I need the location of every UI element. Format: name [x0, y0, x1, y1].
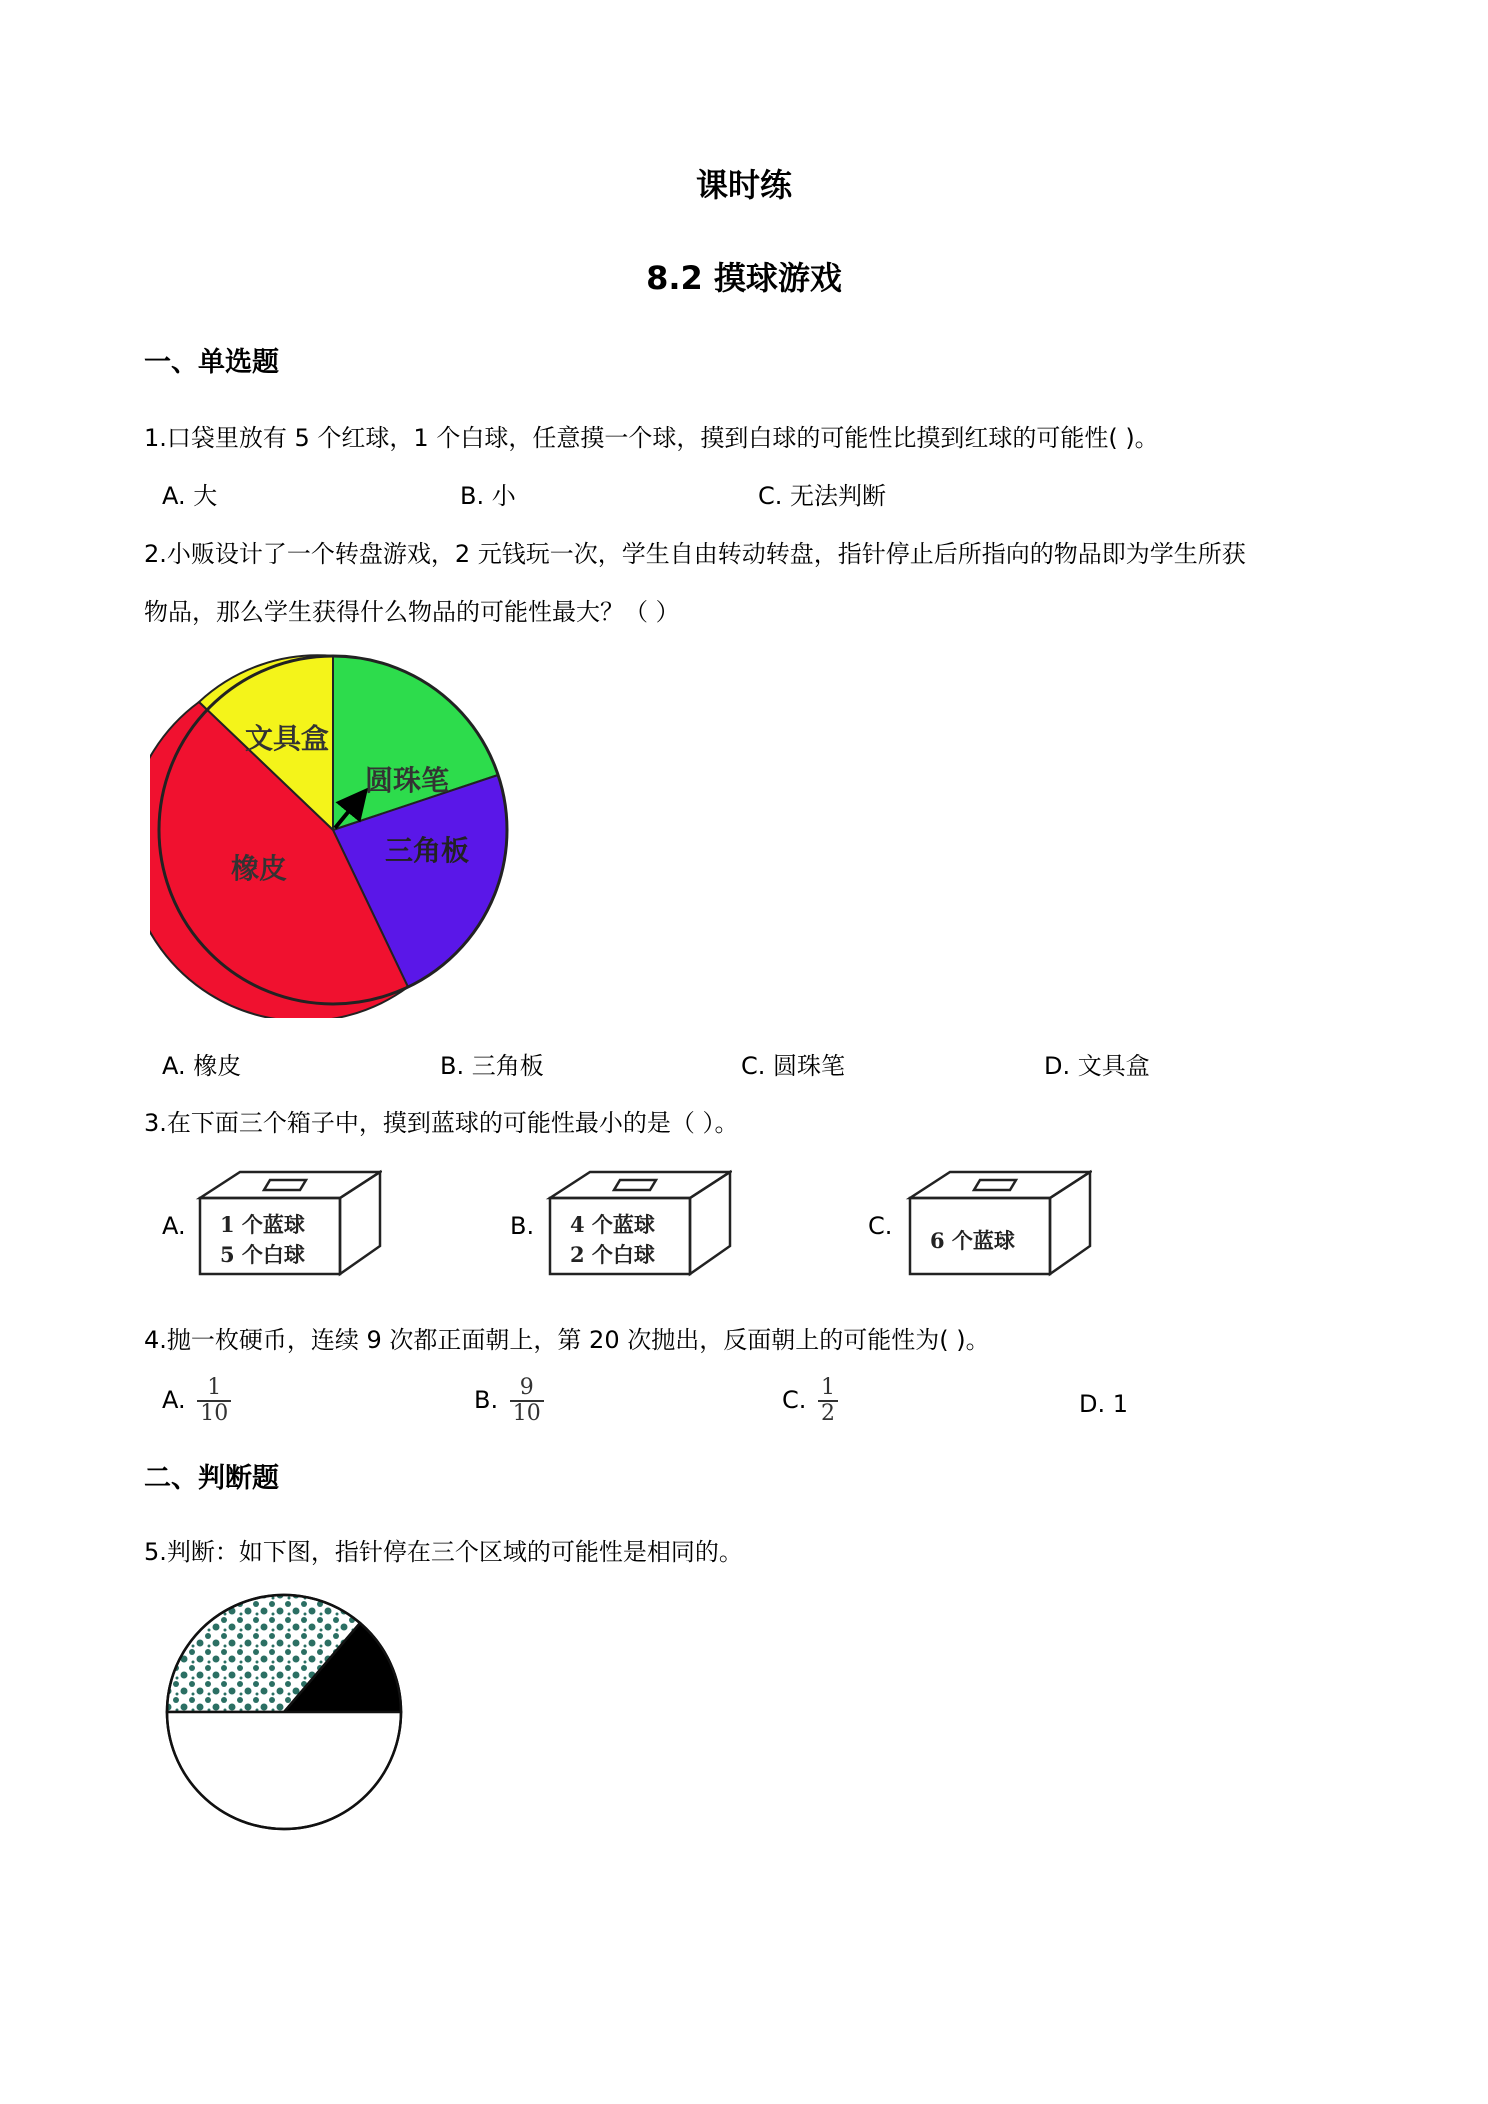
q2-option-c[interactable]: C. 圆珠笔 — [741, 1052, 846, 1080]
spinner-three-regions-figure — [160, 1588, 410, 1838]
q3-option-a[interactable]: A. — [162, 1212, 186, 1240]
box-c-figure — [902, 1168, 1092, 1278]
question-2-text-line2: 物品，那么学生获得什么物品的可能性最大？（ ） — [144, 598, 680, 626]
fraction-denominator: 2 — [821, 1401, 836, 1426]
box-a-line1: 1 个蓝球 — [220, 1212, 305, 1237]
page-subtitle: 8.2 摸球游戏 — [646, 259, 842, 297]
q4-option-d[interactable]: D. 1 — [1079, 1390, 1129, 1418]
question-3-text: 3.在下面三个箱子中，摸到蓝球的可能性最小的是（ ）。 — [144, 1109, 739, 1137]
q4-option-a-label: A. — [162, 1386, 186, 1414]
box-a-line2: 5 个白球 — [220, 1242, 305, 1267]
spinner-figure — [150, 648, 520, 1018]
question-1-text: 1.口袋里放有 5 个红球，1 个白球，任意摸一个球，摸到白球的可能性比摸到红球的可能性( )。 — [144, 424, 1159, 452]
box-b-figure — [542, 1168, 732, 1278]
section-heading-single-choice: 一、单选题 — [144, 347, 279, 378]
box-a-figure — [192, 1168, 382, 1278]
q4-option-a[interactable] — [162, 1376, 231, 1426]
region-white — [167, 1712, 401, 1829]
spinner-label-triangle-ruler: 三角板 — [385, 834, 470, 867]
section-heading-true-false: 二、判断题 — [144, 1463, 279, 1494]
question-5-text: 5.判断：如下图，指针停在三个区域的可能性是相同的。 — [144, 1538, 743, 1566]
fraction-numerator: 1 — [818, 1376, 838, 1402]
spinner-label-eraser: 橡皮 — [231, 852, 288, 885]
q2-option-a[interactable]: A. 橡皮 — [162, 1052, 242, 1080]
fraction-nine-tenths — [510, 1376, 544, 1426]
q1-option-a[interactable]: A. 大 — [162, 482, 218, 510]
spinner-label-ballpoint-pen: 圆珠笔 — [365, 764, 450, 797]
spinner-label-stationery-box: 文具盒 — [245, 722, 330, 755]
q4-option-b[interactable] — [474, 1376, 544, 1426]
q4-option-b-label: B. — [474, 1386, 499, 1414]
box-b-line2: 2 个白球 — [570, 1242, 655, 1267]
q2-option-b[interactable]: B. 三角板 — [440, 1052, 544, 1080]
q3-option-c[interactable]: C. — [868, 1212, 893, 1240]
q2-option-d[interactable]: D. 文具盒 — [1044, 1052, 1150, 1080]
fraction-numerator: 9 — [510, 1376, 544, 1402]
fraction-numerator: 1 — [197, 1376, 231, 1402]
fraction-denominator: 10 — [200, 1401, 229, 1426]
q4-option-c-label: C. — [782, 1386, 807, 1414]
box-b-line1: 4 个蓝球 — [570, 1212, 655, 1237]
fraction-one-half — [818, 1376, 838, 1426]
q1-option-c[interactable]: C. 无法判断 — [758, 482, 887, 510]
question-2-text-line1: 2.小贩设计了一个转盘游戏，2 元钱玩一次，学生自由转动转盘，指针停止后所指向的物品即为学生所获 — [144, 540, 1246, 568]
fraction-one-tenth — [197, 1376, 231, 1426]
box-c-line1: 6 个蓝球 — [930, 1228, 1015, 1253]
q1-option-b[interactable]: B. 小 — [460, 482, 516, 510]
q3-option-b[interactable]: B. — [510, 1212, 535, 1240]
page-title: 课时练 — [695, 166, 792, 204]
fraction-denominator: 10 — [512, 1401, 541, 1426]
q4-option-c[interactable] — [782, 1376, 838, 1426]
question-4-text: 4.抛一枚硬币，连续 9 次都正面朝上，第 20 次抛出，反面朝上的可能性为( )。 — [144, 1326, 990, 1354]
